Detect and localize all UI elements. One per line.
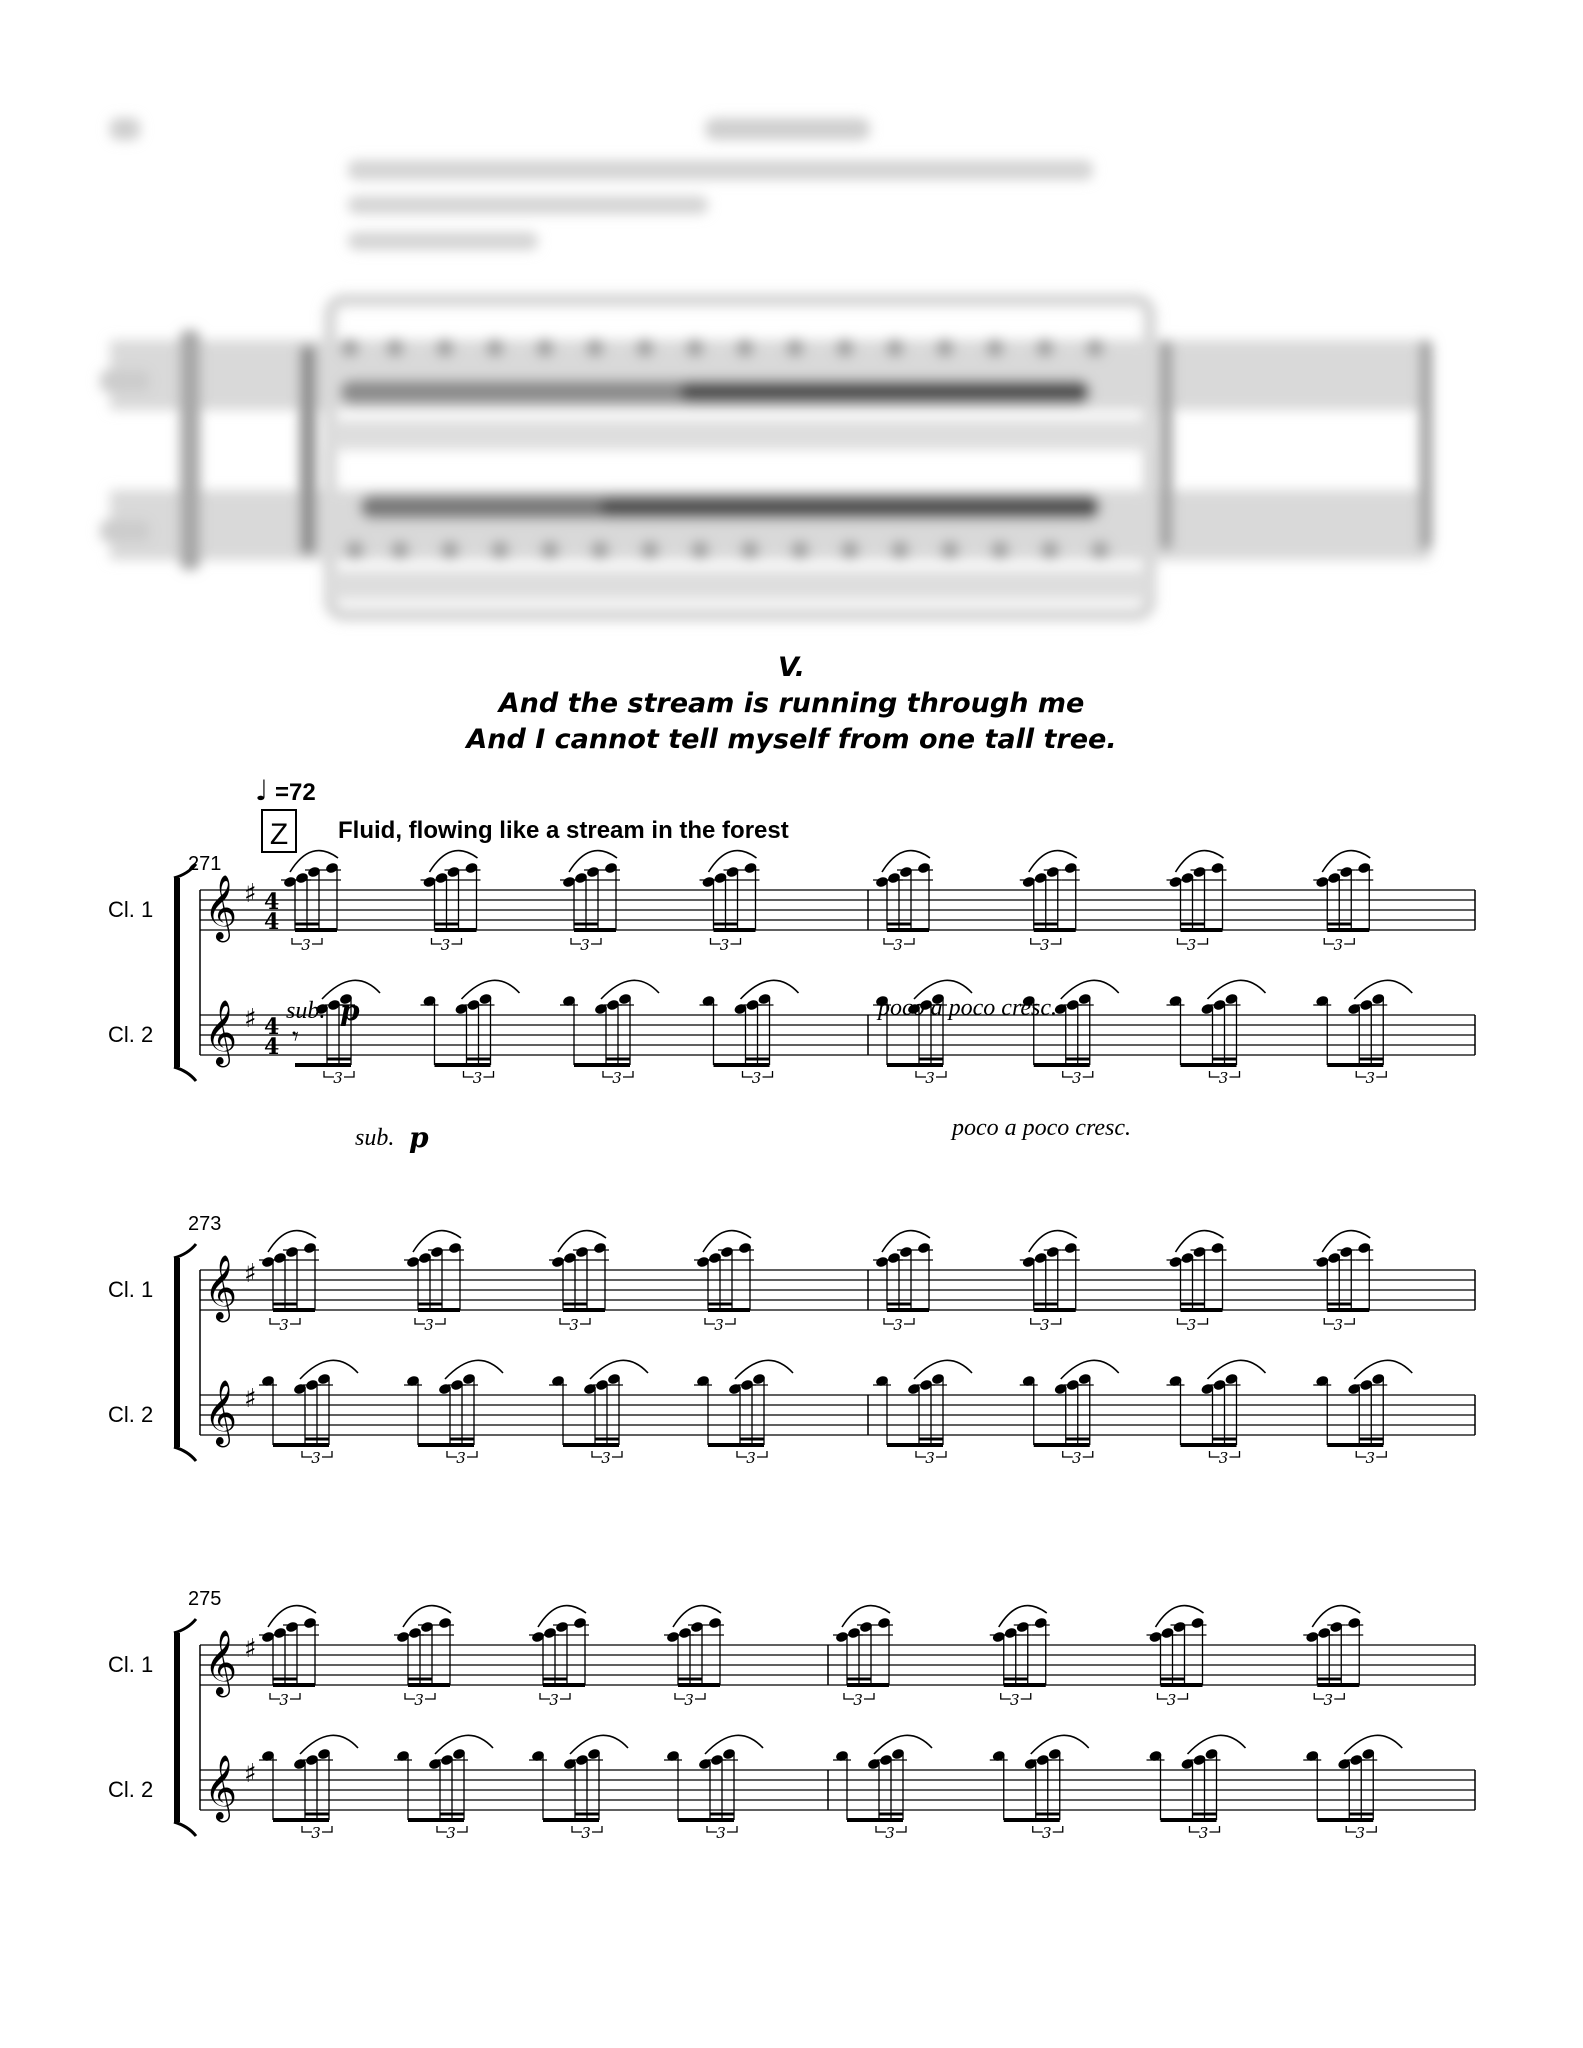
tuplet-number: 3 xyxy=(311,1449,321,1467)
tuplet-number: 3 xyxy=(472,1069,483,1087)
tuplet-number: 3 xyxy=(1039,936,1050,954)
tuplet-number: 3 xyxy=(581,1824,591,1842)
tuplet-number: 3 xyxy=(1009,1691,1020,1709)
key-signature-sharp: ♯ xyxy=(244,1259,257,1289)
tuplet-number: 3 xyxy=(893,936,903,954)
tuplet-number: 3 xyxy=(1041,1824,1052,1842)
key-signature-sharp: ♯ xyxy=(244,1634,257,1664)
tuplet-number: 3 xyxy=(719,936,730,954)
tuplet-number: 3 xyxy=(1323,1691,1334,1709)
tuplet-number: 3 xyxy=(1365,1069,1376,1087)
instrument-label: Cl. 2 xyxy=(108,1402,154,1427)
key-signature-sharp: ♯ xyxy=(244,1759,257,1789)
system-bracket xyxy=(174,1258,180,1447)
tempo-note: ♩ xyxy=(255,774,269,807)
tempo-value: =72 xyxy=(275,779,316,806)
treble-clef-icon: 𝄞 xyxy=(204,1380,238,1445)
bracket-bottom-hook xyxy=(174,1067,196,1081)
tuplet-number: 3 xyxy=(1333,1316,1344,1334)
bracket-bottom-hook xyxy=(174,1822,196,1836)
tuplet-number: 3 xyxy=(714,1316,724,1334)
tuplet-number: 3 xyxy=(569,1316,579,1334)
tuplet-number: 3 xyxy=(746,1449,756,1467)
bracket-bottom-hook xyxy=(174,1447,196,1461)
time-signature-top: 4 xyxy=(264,889,280,915)
tuplet-number: 3 xyxy=(601,1449,611,1467)
measure-number: 273 xyxy=(188,1213,222,1235)
key-signature-sharp: ♯ xyxy=(244,879,257,909)
instrument-label: Cl. 2 xyxy=(108,1022,154,1047)
tuplet-number: 3 xyxy=(1365,1449,1376,1467)
score xyxy=(0,760,1583,2048)
cl1-dynamic-prefix: sub. xyxy=(286,998,326,1024)
bracket-top-hook xyxy=(174,1619,196,1633)
time-signature-bottom: 4 xyxy=(264,1034,280,1060)
tuplet-number: 3 xyxy=(279,1691,289,1709)
tuplet-number: 3 xyxy=(1218,1449,1229,1467)
tuplet-number: 3 xyxy=(925,1069,935,1087)
tuplet-number: 3 xyxy=(1039,1316,1050,1334)
treble-clef-icon: 𝄞 xyxy=(204,1755,238,1820)
instrument-label: Cl. 1 xyxy=(108,1277,154,1302)
tuplet-number: 3 xyxy=(301,936,311,954)
tuplet-number: 3 xyxy=(893,1316,903,1334)
time-signature-top: 4 xyxy=(264,1014,280,1040)
key-signature-sharp: ♯ xyxy=(244,1384,257,1414)
tuplet-number: 3 xyxy=(1071,1449,1082,1467)
treble-clef-icon: 𝄞 xyxy=(204,1255,238,1320)
measure-number: 271 xyxy=(188,853,222,875)
system-1 xyxy=(0,760,1583,1160)
tuplet-number: 3 xyxy=(885,1824,895,1842)
treble-clef-icon: 𝄞 xyxy=(204,1630,238,1695)
cl2-dynamic: p xyxy=(409,1121,429,1154)
tuplet-number: 3 xyxy=(1198,1824,1209,1842)
tuplet-number: 3 xyxy=(424,1316,434,1334)
tuplet-number: 3 xyxy=(549,1691,559,1709)
tuplet-number: 3 xyxy=(612,1069,622,1087)
bracket-top-hook xyxy=(174,1244,196,1258)
tuplet-number: 3 xyxy=(456,1449,466,1467)
tuplet-number: 3 xyxy=(1071,1069,1082,1087)
instrument-label: Cl. 2 xyxy=(108,1777,154,1802)
rehearsal-mark: Z xyxy=(269,818,289,851)
eighth-rest-icon: 𝄾 xyxy=(292,1022,299,1052)
instrument-label: Cl. 1 xyxy=(108,1652,154,1677)
tuplet-number: 3 xyxy=(1186,1316,1197,1334)
movement-verse-line-2: And I cannot tell myself from one tall tree. xyxy=(466,724,1117,755)
tuplet-number: 3 xyxy=(1166,1691,1177,1709)
movement-number: V. xyxy=(778,652,805,683)
expression-text: Fluid, flowing like a stream in the forest xyxy=(338,817,789,844)
system-bracket xyxy=(174,878,180,1067)
instrument-label: Cl. 1 xyxy=(108,897,154,922)
cl2-dynamic-prefix: sub. xyxy=(355,1125,395,1151)
tuplet-number: 3 xyxy=(1186,936,1197,954)
system-3 xyxy=(0,1575,1583,1915)
treble-clef-icon: 𝄞 xyxy=(204,875,238,940)
tuplet-number: 3 xyxy=(925,1449,935,1467)
tuplet-number: 3 xyxy=(414,1691,424,1709)
tuplet-number: 3 xyxy=(716,1824,726,1842)
tuplet-number: 3 xyxy=(751,1069,762,1087)
tuplet-number: 3 xyxy=(311,1824,321,1842)
tuplet-number: 3 xyxy=(684,1691,694,1709)
tuplet-number: 3 xyxy=(1333,936,1344,954)
tuplet-number: 3 xyxy=(446,1824,456,1842)
key-signature-sharp: ♯ xyxy=(244,1004,257,1034)
blurred-previous-section xyxy=(0,0,1583,640)
system-bracket xyxy=(174,1633,180,1822)
time-signature-bottom: 4 xyxy=(264,909,280,935)
tuplet-number: 3 xyxy=(279,1316,289,1334)
cl2-cresc: poco a poco cresc. xyxy=(952,1115,1132,1141)
cl1-dynamic: p xyxy=(340,994,360,1027)
tuplet-number: 3 xyxy=(333,1069,343,1087)
treble-clef-icon: 𝄞 xyxy=(204,1000,238,1065)
tuplet-number: 3 xyxy=(1218,1069,1229,1087)
cl1-cresc: poco a poco cresc. xyxy=(878,995,1058,1021)
tuplet-number: 3 xyxy=(853,1691,863,1709)
tuplet-number: 3 xyxy=(580,936,590,954)
tuplet-number: 3 xyxy=(440,936,451,954)
system-2 xyxy=(0,1200,1583,1540)
movement-verse-line-1: And the stream is running through me xyxy=(498,688,1085,719)
measure-number: 275 xyxy=(188,1588,222,1610)
tuplet-number: 3 xyxy=(1355,1824,1366,1842)
